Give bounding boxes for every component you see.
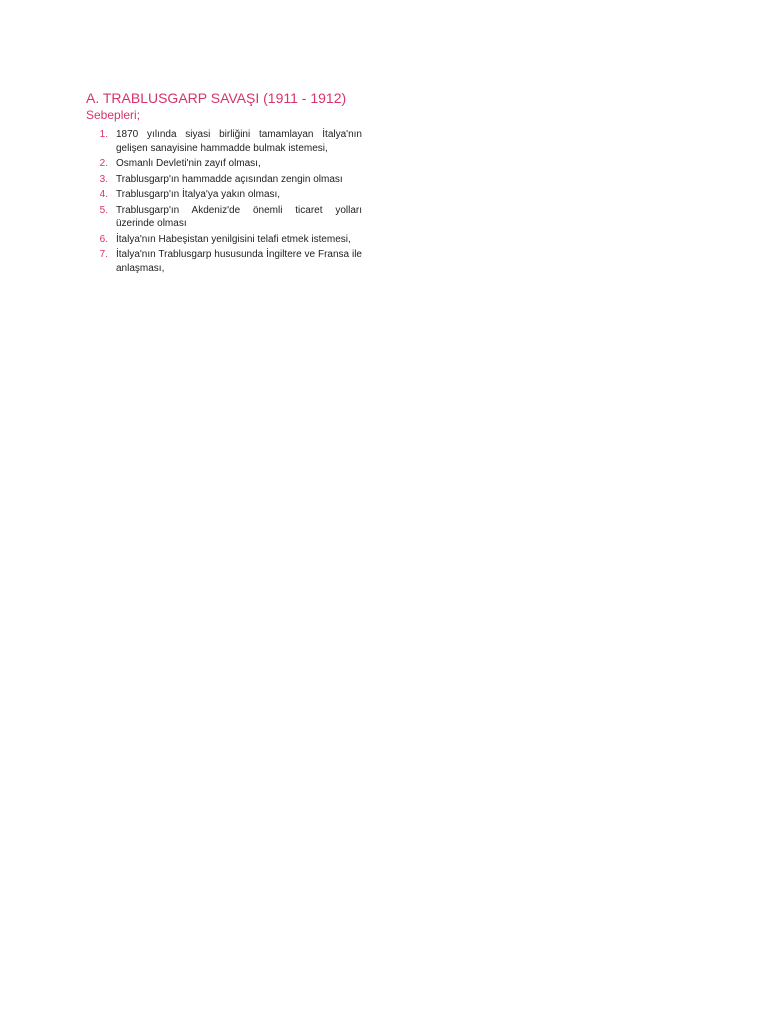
causes-heading: Sebepleri; [86,108,141,122]
trablusgarp-title: A. TRABLUSGARP SAVAŞI (1911 - 1912) [86,90,347,106]
list-item: 7. İtalya'nın Trablusgarp hususunda İngiltere ve Fransa ile anlaşması, [99,249,362,274]
list-item: 2. Osmanlı Devleti'nin zayıf olması, [99,158,261,169]
list-item: 1. 1870 yılında siyasi birliğini tamamlayan İtalya'nın gelişen sanayisine hammadde bulmak istemesi, [99,129,362,154]
causes-list [86,128,362,275]
list-item: 6. İtalya'nın Habeşistan yenilgisini telafi etmek istemesi, [99,233,351,245]
list-item: 4. Trablusgarp'ın İtalya'ya yakın olması, [99,189,281,200]
left-column [86,90,362,277]
list-item: 5. Trablusgarp'ın Akdeniz'de önemli ticaret yolları üzerinde olması [99,204,362,229]
list-item: 3. Trablusgarp'ın hammadde açısından zengin olması [99,173,343,185]
